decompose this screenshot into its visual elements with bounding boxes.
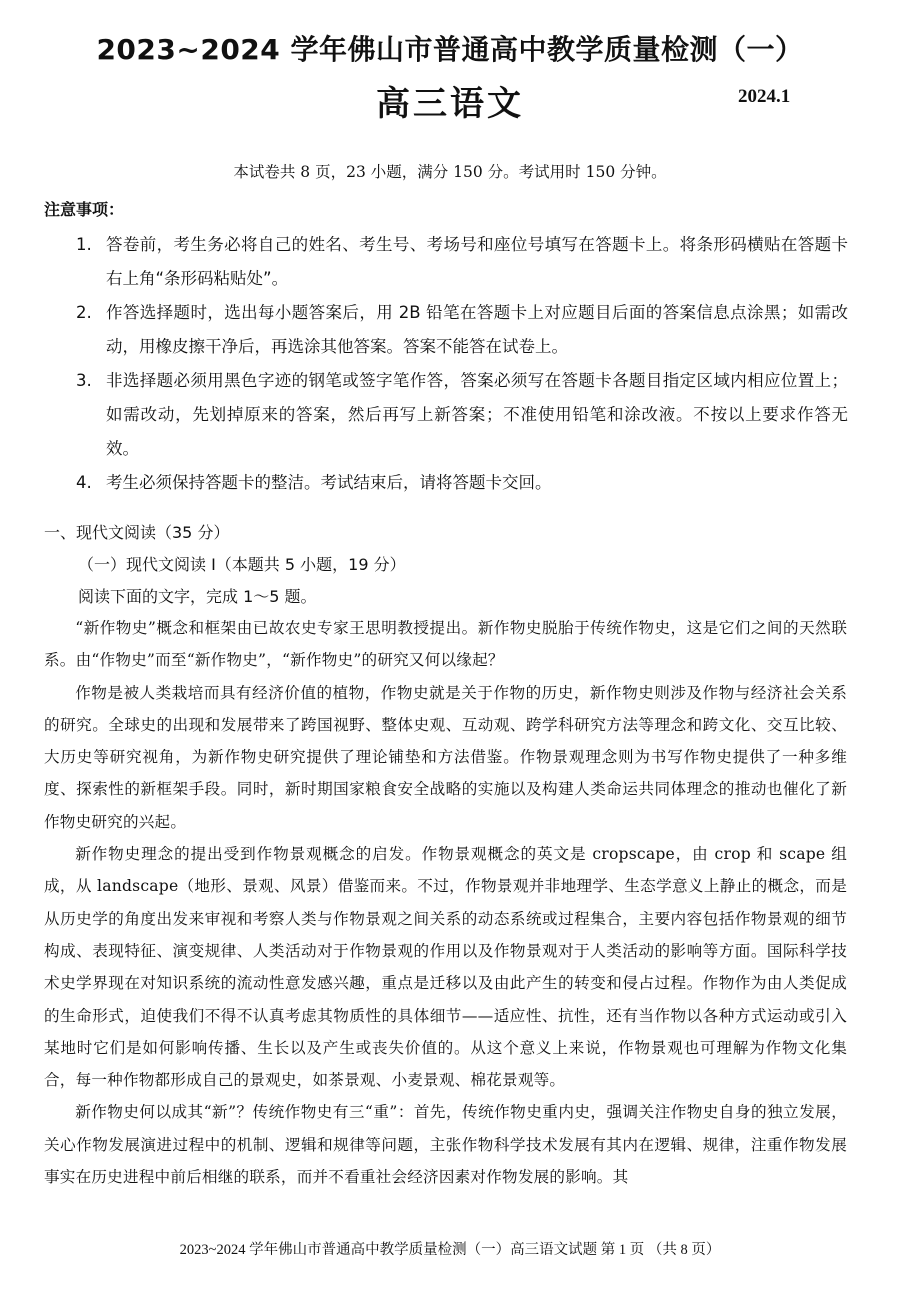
notice-number: 3. [76, 371, 92, 390]
exam-date: 2024.1 [738, 86, 791, 107]
notice-item [76, 296, 848, 364]
notice-number: 1. [76, 235, 92, 254]
section-title: 一、现代文阅读（35 分） [44, 523, 230, 542]
page-footer: 2023~2024 学年佛山市普通高中教学质量检测（一）高三语文试题 第 1 页 （共 8 页） [179, 1242, 721, 1258]
notice-text: 考生必须保持答题卡的整洁。考试结束后，请将答题卡交回。 [106, 473, 552, 492]
reading-article [44, 612, 847, 1193]
article-paragraph: 作物是被人类栽培而具有经济价值的植物，作物史就是关于作物的历史，新作物史则涉及作物与经济社会关系的研究。全球史的出现和发展带来了跨国视野、整体史观、互动观、跨学科研究方法等理念和跨文化、交互比较、大历史等研究视角，为新作物史研究提供了理论铺垫和方法借鉴。作物景观理念则为书写作物史提供了一种多维度、探索性的新框架手段。同时，新时期国家粮食安全战略的实施以及构建人类命运共同体理念的推动也催化了新作物史研究的兴起。 [44, 683, 847, 831]
exam-title: 2023~2024 学年佛山市普通高中教学质量检测（一） [96, 33, 804, 66]
notice-list [76, 228, 848, 500]
notice-item [76, 228, 848, 296]
article-paragraph: 新作物史理念的提出受到作物景观概念的启发。作物景观概念的英文是 cropscape，由 crop 和 scape 组成，从 landscape（地形、景观、风景）借鉴而来。不过，作物景观并非地理学、生态学意义上静止的概念，而是从历史学的角度出发来审视和考察人类与作物景观之间关系的动态系统或过程集合，主要内容包括作物景观的细节构成、表现特征、演变规律、人类活动对于作物景观的作用以及作物景观对于人类活动的影响等方面。国际科学技术史学界现在对知识系统的流动性意发感兴趣，重点是迁移以及由此产生的转变和侵占过程。作物作为由人类促成的生命形式，迫使我们不得不认真考虑其物质性的具体细节——适应性、抗性，还有当作物以各种方式运动或引入某地时它们是如何影响传播、生长以及产生或丧失价值的。从这个意义上来说，作物景观也可理解为作物文化集合，每一种作物都形成自己的景观史，如茶景观、小麦景观、棉花景观等。 [44, 845, 847, 1090]
notice-number: 4. [76, 473, 92, 492]
notice-text: 非选择题必须用黑色字迹的钢笔或签字笔作答，答案必须写在答题卡各题目指定区域内相应位置上；如需改动，先划掉原来的答案，然后再写上新答案；不准使用铅笔和涂改液。不按以上要求作答无效。 [106, 371, 848, 458]
exam-intro: 本试卷共 8 页，23 小题，满分 150 分。考试用时 150 分钟。 [233, 163, 667, 181]
article-paragraph: “新作物史”概念和框架由已故农史专家王思明教授提出。新作物史脱胎于传统作物史，这是它们之间的天然联系。由“作物史”而至“新作物史”，“新作物史”的研究又何以缘起？ [44, 619, 847, 670]
notice-number: 2. [76, 303, 92, 322]
notice-text: 答卷前，考生务必将自己的姓名、考生号、考场号和座位号填写在答题卡上。将条形码横贴在答题卡右上角“条形码粘贴处”。 [106, 235, 848, 288]
notice-title: 注意事项： [44, 200, 125, 219]
article-paragraph: 新作物史何以成其“新”？传统作物史有三“重”：首先，传统作物史重内史，强调关注作物史自身的独立发展，关心作物发展演进过程中的机制、逻辑和规律等问题，主张作物科学技术发展有其内在逻辑、规律，注重作物发展事实在历史进程中前后相继的联系，而并不看重社会经济因素对作物发展的影响。其 [44, 1103, 847, 1187]
subject-title: 高三语文 [376, 84, 524, 124]
subsection-title: （一）现代文阅读 I（本题共 5 小题，19 分） [78, 555, 406, 574]
notice-item [76, 364, 848, 466]
notice-text: 作答选择题时，选出每小题答案后，用 2B 铅笔在答题卡上对应题目后面的答案信息点涂黑；如需改动，用橡皮擦干净后，再选涂其他答案。答案不能答在试卷上。 [106, 303, 848, 356]
notice-item [76, 466, 848, 500]
reading-instruction: 阅读下面的文字，完成 1～5 题。 [78, 587, 317, 606]
